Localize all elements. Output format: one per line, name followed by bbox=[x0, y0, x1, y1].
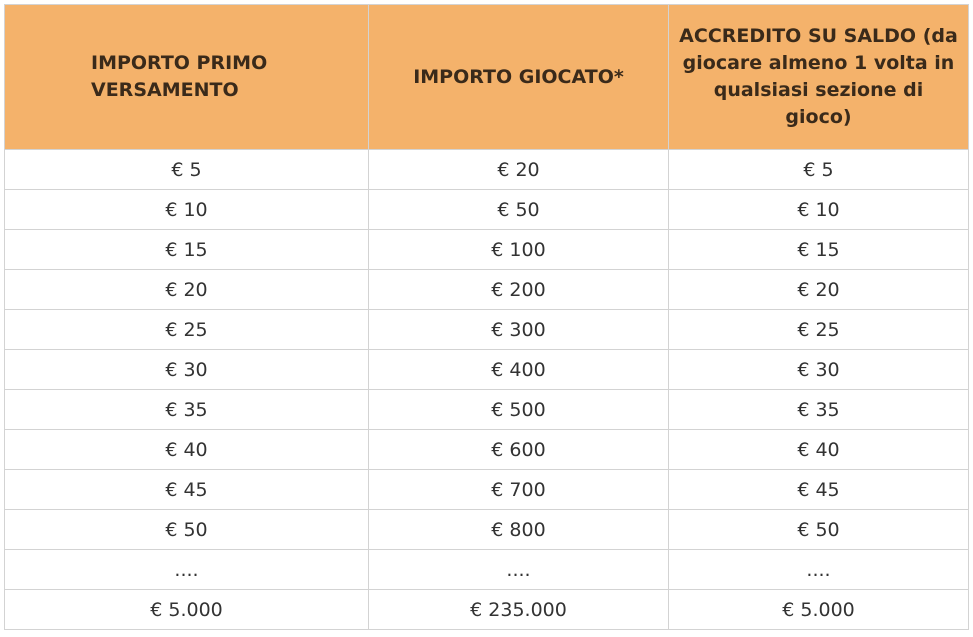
primo-versamento-cell: € 45 bbox=[5, 470, 369, 510]
primo-versamento-cell: € 5.000 bbox=[5, 590, 369, 630]
accredito-cell: .... bbox=[669, 550, 969, 590]
accredito-cell: € 5 bbox=[669, 150, 969, 190]
primo-versamento-cell: € 5 bbox=[5, 150, 369, 190]
importo-giocato-cell: € 20 bbox=[369, 150, 669, 190]
primo-versamento-cell: € 50 bbox=[5, 510, 369, 550]
accredito-cell: € 20 bbox=[669, 270, 969, 310]
importo-giocato-cell: € 800 bbox=[369, 510, 669, 550]
header-accredito-su-saldo: ACCREDITO SU SALDO (da giocare almeno 1 volta in qualsiasi sezione di gioco) bbox=[669, 5, 969, 150]
accredito-cell: € 30 bbox=[669, 350, 969, 390]
accredito-cell: € 15 bbox=[669, 230, 969, 270]
primo-versamento-cell: € 30 bbox=[5, 350, 369, 390]
table-row bbox=[5, 550, 969, 590]
accredito-cell: € 50 bbox=[669, 510, 969, 550]
accredito-cell: € 40 bbox=[669, 430, 969, 470]
table-row bbox=[5, 150, 969, 190]
table-row bbox=[5, 310, 969, 350]
table-body bbox=[5, 150, 969, 630]
table-row bbox=[5, 510, 969, 550]
primo-versamento-cell: € 35 bbox=[5, 390, 369, 430]
accredito-cell: € 10 bbox=[669, 190, 969, 230]
importo-giocato-cell: € 400 bbox=[369, 350, 669, 390]
header-importo-giocato: IMPORTO GIOCATO* bbox=[369, 5, 669, 150]
importo-giocato-cell: € 700 bbox=[369, 470, 669, 510]
importo-giocato-cell: € 300 bbox=[369, 310, 669, 350]
importo-giocato-cell: € 500 bbox=[369, 390, 669, 430]
importo-giocato-cell: .... bbox=[369, 550, 669, 590]
header-importo-primo-versamento: IMPORTO PRIMO VERSAMENTO bbox=[5, 5, 369, 150]
table-row bbox=[5, 230, 969, 270]
primo-versamento-cell: € 10 bbox=[5, 190, 369, 230]
table-row bbox=[5, 470, 969, 510]
primo-versamento-cell: € 20 bbox=[5, 270, 369, 310]
table-row bbox=[5, 350, 969, 390]
accredito-cell: € 25 bbox=[669, 310, 969, 350]
primo-versamento-cell: .... bbox=[5, 550, 369, 590]
accredito-cell: € 35 bbox=[669, 390, 969, 430]
table-row bbox=[5, 390, 969, 430]
importo-giocato-cell: € 50 bbox=[369, 190, 669, 230]
table-header-row bbox=[5, 5, 969, 150]
table-row bbox=[5, 430, 969, 470]
table-row bbox=[5, 270, 969, 310]
primo-versamento-cell: € 25 bbox=[5, 310, 369, 350]
accredito-cell: € 5.000 bbox=[669, 590, 969, 630]
bonus-table bbox=[4, 4, 969, 630]
importo-giocato-cell: € 200 bbox=[369, 270, 669, 310]
table-row bbox=[5, 190, 969, 230]
accredito-cell: € 45 bbox=[669, 470, 969, 510]
importo-giocato-cell: € 600 bbox=[369, 430, 669, 470]
importo-giocato-cell: € 235.000 bbox=[369, 590, 669, 630]
importo-giocato-cell: € 100 bbox=[369, 230, 669, 270]
primo-versamento-cell: € 15 bbox=[5, 230, 369, 270]
primo-versamento-cell: € 40 bbox=[5, 430, 369, 470]
table-row bbox=[5, 590, 969, 630]
